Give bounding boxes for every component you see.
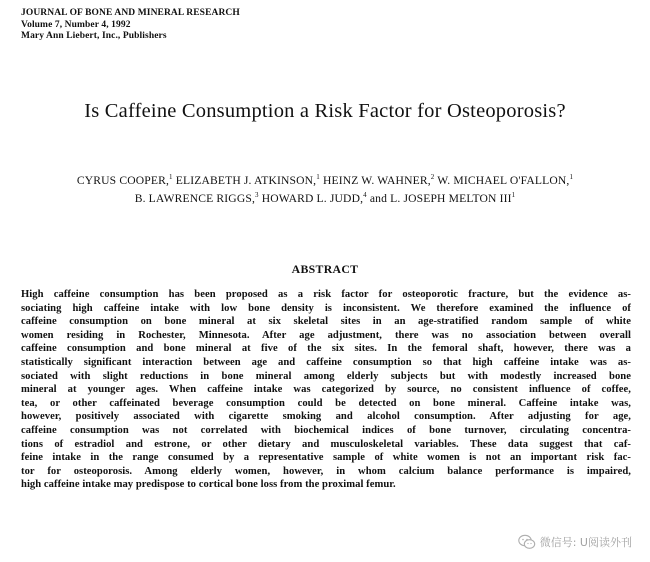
affiliation-mark: 1 — [316, 173, 320, 181]
abstract-body — [21, 288, 631, 492]
author-line-1 — [0, 170, 650, 188]
abstract-line: tea, or other caffeinated beverage consumption could be detected on bone mineral. Caffeine intake was, — [21, 397, 631, 409]
abstract-line: feine intake in the range consumed by a representative sample of white women is not an important risk fac- — [21, 452, 631, 464]
abstract-line: caffeine consumption on bone mineral at six skeletal sites in an age-stratified random sample of white — [21, 316, 631, 328]
affiliation-mark: 2 — [430, 173, 435, 181]
abstract-heading: ABSTRACT — [291, 262, 359, 276]
affiliation-mark: 3 — [255, 191, 259, 199]
affiliation-mark: 1 — [511, 191, 516, 199]
abstract-line: caffeine consumption and bone mineral at five of the six sites. In the femoral shaft, however, there was a — [21, 343, 631, 355]
abstract-line: tor for osteoporosis. Among elderly women, however, in whom calcium balance performance is impaired, — [21, 465, 631, 477]
watermark — [518, 534, 632, 550]
author-name: ELIZABETH J. ATKINSON, — [175, 174, 317, 187]
author-name: HOWARD L. JUDD, — [261, 192, 364, 205]
author-list — [0, 170, 650, 206]
abstract-line: tions of estradiol and estrone, or other dietary and musculoskeletal variables. These data suggest that caf- — [21, 438, 631, 450]
journal-volume: Volume 7, Number 4, 1992 — [21, 19, 131, 30]
author-name: HEINZ W. WAHNER, — [322, 174, 431, 187]
journal-publisher: Mary Ann Liebert, Inc., Publishers — [21, 31, 167, 41]
abstract-line: High caffeine consumption has been proposed as a risk factor for osteoporotic fracture, but the evidence as- — [21, 289, 631, 300]
abstract-line: women residing in Rochester, Minnesota. After age adjustment, there was no association between overall — [21, 329, 631, 341]
journal-header — [21, 8, 240, 43]
abstract-line: however, positively associated with cigarette smoking and alcohol consumption. After adjusting for age, — [21, 411, 631, 423]
affiliation-mark: 1 — [569, 173, 574, 181]
watermark-text: 微信号: U阅读外刊 — [539, 536, 632, 549]
abstract-line: sociated with slight reductions in bone mineral among elderly subjects but with modestly increased bone — [21, 370, 631, 382]
abstract-line: sociating high caffeine intake with low bone density is inconsistent. We therefore examined the influence of — [21, 302, 631, 314]
affiliation-mark: 1 — [169, 173, 173, 181]
author-name: W. MICHAEL O'FALLON, — [437, 174, 570, 187]
author-name: CYRUS COOPER, — [76, 174, 170, 187]
abstract-line: high caffeine intake may predispose to cortical bone loss from the proximal femur. — [21, 479, 396, 491]
author-name: B. LAWRENCE RIGGS, — [134, 192, 255, 205]
abstract-line: mineral at younger ages. When caffeine intake was categorized by source, no consistent influence of coffee, — [21, 384, 631, 396]
article-title: Is Caffeine Consumption a Risk Factor for Osteoporosis? — [84, 100, 566, 122]
journal-name: JOURNAL OF BONE AND MINERAL RESEARCH — [21, 8, 240, 18]
abstract-line: statistically significant interaction between age and caffeine consumption so that high caffeine intake was as- — [21, 356, 631, 368]
affiliation-mark: 4 — [363, 191, 367, 199]
author-name: and L. JOSEPH MELTON III — [369, 192, 512, 205]
abstract-line: caffeine consumption was not correlated with biochemical indices of bone turnover, circulating concentra- — [21, 424, 631, 436]
author-line-2 — [0, 188, 650, 206]
wechat-icon — [518, 534, 536, 550]
